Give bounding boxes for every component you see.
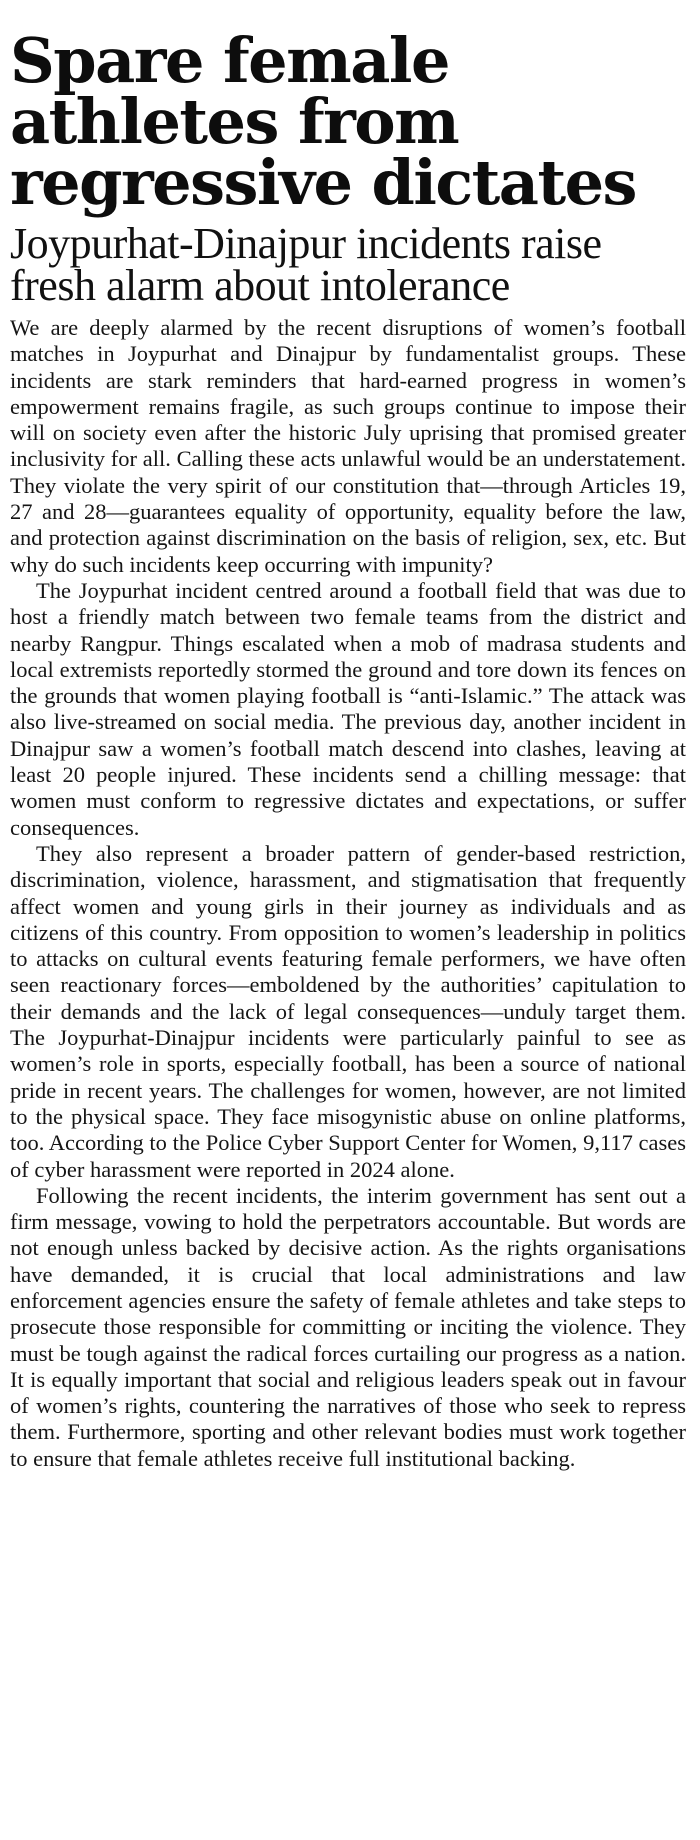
article-paragraph-4: Following the recent incidents, the interim government has sent out a firm message, vowing to hold the perpetrators accountable. But words are not enough unless backed by decisive action. As the rights organisations have demanded, it is crucial that local administrations and law enforcement agencies ensure the safety of female athletes and take steps to prosecute those responsible for committing or inciting the violence. They must be tough against the radical forces curtailing our progress as a nation. It is equally important that social and religious leaders speak out in favour of women’s rights, countering the narratives of those who seek to repress them. Furthermore, sporting and other relevant bodies must work together to ensure that female athletes receive full institutional backing. [10,1182,686,1471]
article-headline: Spare female athletes from regressive dictates [10,24,636,219]
article-subheadline: Joypurhat-Dinajpur incidents raise fresh alarm about intolerance [10,219,602,310]
article-body [10,315,686,1472]
article-paragraph-3: They also represent a broader pattern of gender-based restriction, discrimination, violence, harassment, and stigmatisation that frequently affect women and young girls in their journey as individuals and as citizens of this country. From opposition to women’s leadership in politics to attacks on cultural events featuring female performers, we have often seen reactionary forces—emboldened by the authorities’ capitulation to their demands and the lack of legal consequences—unduly target them. The Joypurhat-Dinajpur incidents were particularly painful to see as women’s role in sports, especially football, has been a source of national pride in recent years. The challenges for women, however, are not limited to the physical space. They face misogynistic abuse on online platforms, too. According to the Police Cyber Support Center for Women, 9,117 cases of cyber harassment were reported in 2024 alone. [10,840,686,1182]
article-paragraph-1: We are deeply alarmed by the recent disruptions of women’s football matches in Joypurhat and Dinajpur by fundamentalist groups. These incidents are stark reminders that hard-earned progress in women’s empowerment remains fragile, as such groups continue to impose their will on society even after the historic July uprising that promised greater inclusivity for all. Calling these acts unlawful would be an understatement. They violate the very spirit of our constitution that—through Articles 19, 27 and 28—guarantees equality of opportunity, equality before the law, and protection against discrimination on the basis of religion, sex, etc. But why do such incidents keep occurring with impunity? [10,315,686,577]
article-paragraph-2: The Joypurhat incident centred around a football field that was due to host a friendly match between two female teams from the district and nearby Rangpur. Things escalated when a mob of madrasa students and local extremists reportedly stormed the ground and tore down its fences on the grounds that women playing football is “anti-Islamic.” The attack was also live-streamed on social media. The previous day, another incident in Dinajpur saw a women’s football match descend into clashes, leaving at least 20 people injured. These incidents send a chilling message: that women must conform to regressive dictates and expectations, or suffer consequences. [10,577,686,840]
